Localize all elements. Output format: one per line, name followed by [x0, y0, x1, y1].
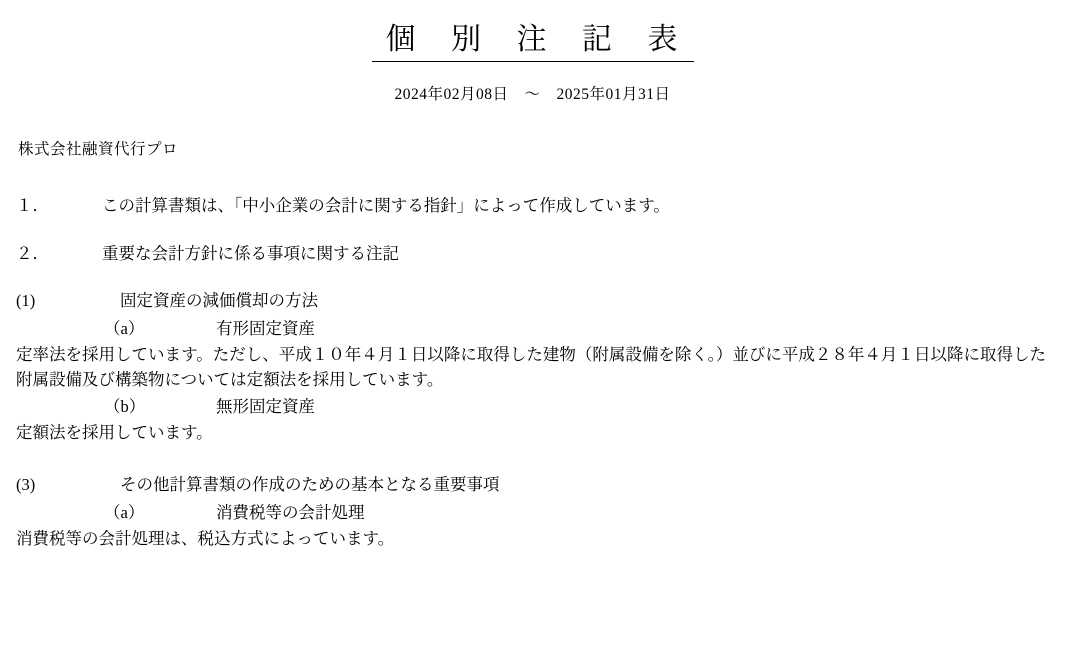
- section-2: [16, 472, 1065, 552]
- subsection-heading-text: 無形固定資産: [216, 396, 315, 416]
- item-text: 重要な会計方針に係る事項に関する注記: [102, 243, 399, 263]
- subsection-heading-text: 消費税等の会計処理: [216, 502, 365, 522]
- section-heading: [16, 472, 1065, 498]
- subsection-heading: [104, 500, 1065, 526]
- subsection-label: （a）: [104, 502, 145, 522]
- subsection-label: （b）: [104, 396, 146, 416]
- subsection-body: 定額法を採用しています。: [16, 423, 213, 443]
- document-page: [0, 22, 1065, 657]
- item-number: １．: [16, 196, 49, 215]
- page-title: [0, 22, 1065, 62]
- accounting-period: 2024年02月08日 〜 2025年01月31日: [394, 86, 671, 103]
- item-text: この計算書類は、「中小企業の会計に関する指針」によって作成しています。: [102, 196, 670, 215]
- subsection-body: 定率法を採用しています。ただし、平成１０年４月１日以降に取得した建物（附属設備を除く。）並びに平成２８年４月１日以降に取得した附属設備及び構築物については定額法を採用しています。: [16, 345, 1046, 389]
- company-name: 株式会社融資代行プロ: [18, 141, 179, 158]
- section-heading: [16, 288, 1065, 314]
- subsection-body: 消費税等の会計処理は、税込方式によっています。: [16, 529, 395, 549]
- notes-body: [16, 193, 1065, 552]
- subsection-heading-text: 有形固定資産: [216, 318, 315, 338]
- item-number: ２．: [16, 243, 49, 263]
- subsection-heading: [104, 394, 1065, 420]
- subsection-label: （a）: [104, 318, 145, 338]
- numbered-item-2: [16, 241, 1065, 267]
- section-label: (3): [16, 475, 36, 495]
- section-label: (1): [16, 291, 36, 311]
- section-1: [16, 288, 1065, 446]
- numbered-item-1: [16, 193, 1065, 219]
- page-title-text: 個 別 注 記 表: [372, 22, 694, 62]
- section-heading-text: 固定資産の減価償却の方法: [120, 291, 318, 311]
- subsection-heading: [104, 316, 1065, 342]
- section-heading-text: その他計算書類の作成のための基本となる重要事項: [120, 475, 500, 495]
